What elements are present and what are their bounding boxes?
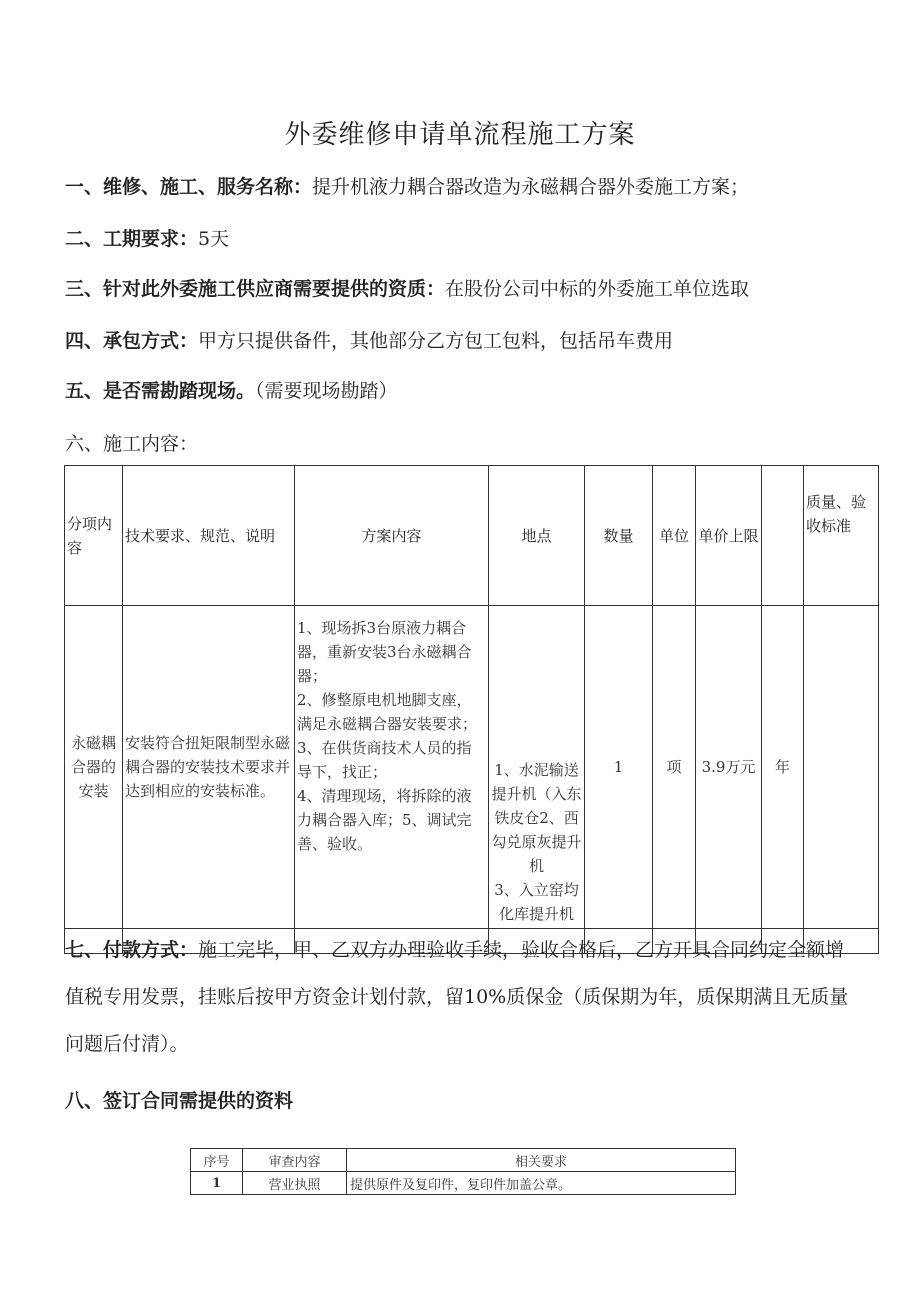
- header-qty: 数量: [585, 466, 653, 606]
- cell-location: 1、水泥输送提升机（入东铁皮仓2、西勾兑原灰提升机 3、入立窑均化库提升机: [489, 606, 585, 929]
- section-2-value: 5天: [198, 228, 230, 250]
- docs-header-no: 序号: [191, 1149, 243, 1172]
- docs-header-item: 审查内容: [243, 1149, 347, 1172]
- table-header-row: [65, 466, 879, 606]
- page-title: 外委维修申请单流程施工方案: [284, 120, 636, 150]
- section-5: [65, 376, 398, 403]
- section-3-label: 三、针对此外委施工供应商需要提供的资质：: [65, 278, 446, 300]
- section-3: [65, 274, 749, 301]
- section-8-label: 八、签订合同需提供的资料: [65, 1090, 294, 1112]
- header-price: 单价上限: [696, 466, 762, 606]
- header-tech: 技术要求、规范、说明: [123, 466, 295, 606]
- section-1: [65, 172, 749, 199]
- section-8: [65, 1086, 293, 1113]
- header-blank: [762, 466, 804, 606]
- docs-cell-no: 1: [191, 1172, 243, 1195]
- section-1-value: 提升机液力耦合器改造为永磁耦合器外委施工方案；: [312, 176, 750, 198]
- section-7: [65, 927, 855, 1068]
- cell-extra: 年: [762, 606, 804, 929]
- cell-plan: 1、现场拆3台原液力耦合器，重新安装3台永磁耦合器； 2、修整原电机地脚支座，满足永磁耦合器安装要求； 3、在供货商技术人员的指导下，找正； 4、清理现场，将拆除的液力耦合器入库；5、调试完善、验收。: [295, 606, 489, 929]
- header-plan: 方案内容: [295, 466, 489, 606]
- section-7-label: 七、付款方式：: [65, 939, 199, 961]
- section-6: [65, 429, 198, 456]
- cell-qty: 1: [585, 606, 653, 929]
- construction-content-table: [64, 465, 879, 954]
- cell-price: 3.9万元: [696, 606, 762, 929]
- section-4: [65, 326, 673, 353]
- cell-tech: 安装符合扭矩限制型永磁耦合器的安装技术要求并达到相应的安装标准。: [123, 606, 295, 929]
- table-row: [191, 1172, 736, 1195]
- header-unit: 单位: [653, 466, 696, 606]
- docs-cell-req: 提供原件及复印件，复印件加盖公章。: [347, 1172, 736, 1195]
- section-6-label: 六、施工内容：: [65, 433, 199, 455]
- section-4-label: 四、承包方式：: [65, 330, 199, 352]
- header-quality: 质量、验收标准: [804, 466, 879, 606]
- section-4-value: 甲方只提供备件，其他部分乙方包工包料，包括吊车费用: [198, 330, 674, 352]
- section-1-label: 一、维修、施工、服务名称：: [65, 176, 313, 198]
- cell-quality: [804, 606, 879, 929]
- table-row: [65, 606, 879, 929]
- section-5-label: 五、是否需勘踏现场。: [65, 380, 256, 402]
- section-2-label: 二、工期要求：: [65, 228, 199, 250]
- section-5-value: （需要现场勘踏）: [255, 380, 398, 402]
- section-2: [65, 224, 229, 251]
- docs-cell-item: 营业执照: [243, 1172, 347, 1195]
- section-3-value: 在股份公司中标的外委施工单位选取: [445, 278, 750, 300]
- header-item: 分项内容: [65, 466, 123, 606]
- cell-item: 永磁耦合器的安装: [65, 606, 123, 929]
- cell-unit: 项: [653, 606, 696, 929]
- documents-header-row: [191, 1149, 736, 1172]
- docs-header-req: 相关要求: [347, 1149, 736, 1172]
- section-7-value: 施工完毕，甲、乙双方办理验收手续，验收合格后，乙方开具合同约定全额增值税专用发票，挂账后按甲方资金计划付款，留10%质保金（质保期为年，质保期满且无质量问题后付清）。: [65, 939, 849, 1055]
- header-location: 地点: [489, 466, 585, 606]
- documents-table: [190, 1148, 736, 1195]
